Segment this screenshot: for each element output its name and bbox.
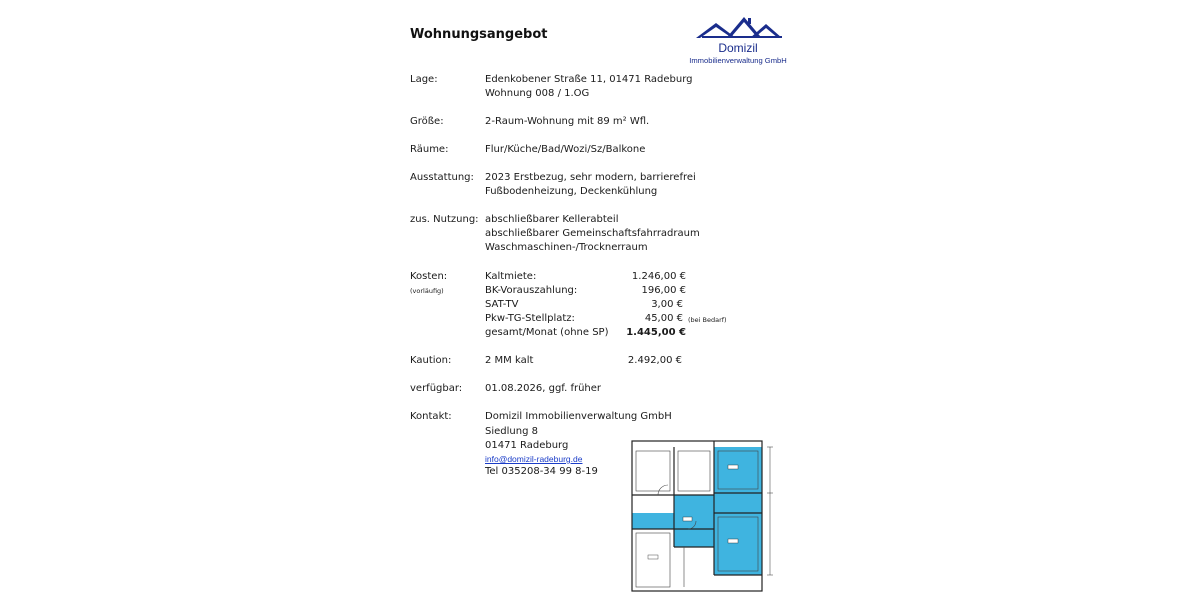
usage-line: abschließbarer Kellerabteil: [485, 214, 619, 225]
equipment-line: Fußbodenheizung, Deckenkühlung: [485, 186, 658, 197]
contact-phone: Tel 035208-34 99 8-19: [485, 466, 598, 477]
contact-email-link[interactable]: info@domizil-radeburg.de: [485, 454, 583, 464]
logo-subtitle: Immobilienverwaltung GmbH: [689, 56, 787, 65]
total-value: 1.445,00 €: [626, 327, 686, 338]
label-kaution: Kaution:: [410, 355, 452, 366]
label-groesse: Größe:: [410, 116, 444, 127]
label-ausstattung: Ausstattung:: [410, 172, 474, 183]
cost-name: SAT-TV: [485, 299, 519, 310]
contact-company: Domizil Immobilienverwaltung GmbH: [485, 411, 672, 422]
usage-line: Waschmaschinen-/Trocknerraum: [485, 242, 648, 253]
contact-city: 01471 Radeburg: [485, 440, 569, 451]
label-nutzung: zus. Nutzung:: [410, 214, 479, 225]
label-raeume: Räume:: [410, 144, 449, 155]
contact-street: Siedlung 8: [485, 426, 538, 437]
label-vorlaeufig: (vorläufig): [410, 287, 444, 295]
deposit-amount: 2.492,00 €: [627, 355, 682, 366]
floor-plan: [628, 437, 780, 597]
cost-value: 45,00 €: [644, 313, 683, 324]
label-kontakt: Kontakt:: [410, 411, 452, 422]
equipment-line: 2023 Erstbezug, sehr modern, barrierefrei: [485, 172, 696, 183]
cost-value: 3,00 €: [651, 299, 683, 310]
label-lage: Lage:: [410, 74, 438, 85]
usage-line: abschließbarer Gemeinschaftsfahrradraum: [485, 228, 700, 239]
availability-value: 01.08.2026, ggf. früher: [485, 383, 602, 394]
cost-note: (bei Bedarf): [688, 316, 727, 324]
deposit-value: 2 MM kalt: [485, 355, 534, 366]
cost-name: Kaltmiete:: [485, 271, 537, 282]
cost-name: Pkw-TG-Stellplatz:: [485, 313, 575, 324]
size-value: 2-Raum-Wohnung mit 89 m² Wfl.: [485, 116, 650, 127]
company-logo: [688, 14, 788, 68]
unit-line: Wohnung 008 / 1.OG: [485, 88, 590, 99]
house-roofs-icon: [688, 14, 788, 44]
label-verfuegbar: verfügbar:: [410, 383, 463, 394]
cost-value: 1.246,00 €: [631, 271, 686, 282]
total-name: gesamt/Monat (ohne SP): [485, 327, 609, 338]
rooms-value: Flur/Küche/Bad/Wozi/Sz/Balkone: [485, 144, 646, 155]
cost-value: 196,00 €: [641, 285, 686, 296]
logo-name: Domizil: [718, 41, 758, 55]
apartment-bath: [674, 495, 714, 547]
page-title: Wohnungsangebot: [410, 27, 548, 42]
cost-name: BK-Vorauszahlung:: [485, 285, 578, 296]
address-line: Edenkobener Straße 11, 01471 Radeburg: [485, 74, 693, 85]
label-kosten: Kosten:: [410, 271, 448, 282]
